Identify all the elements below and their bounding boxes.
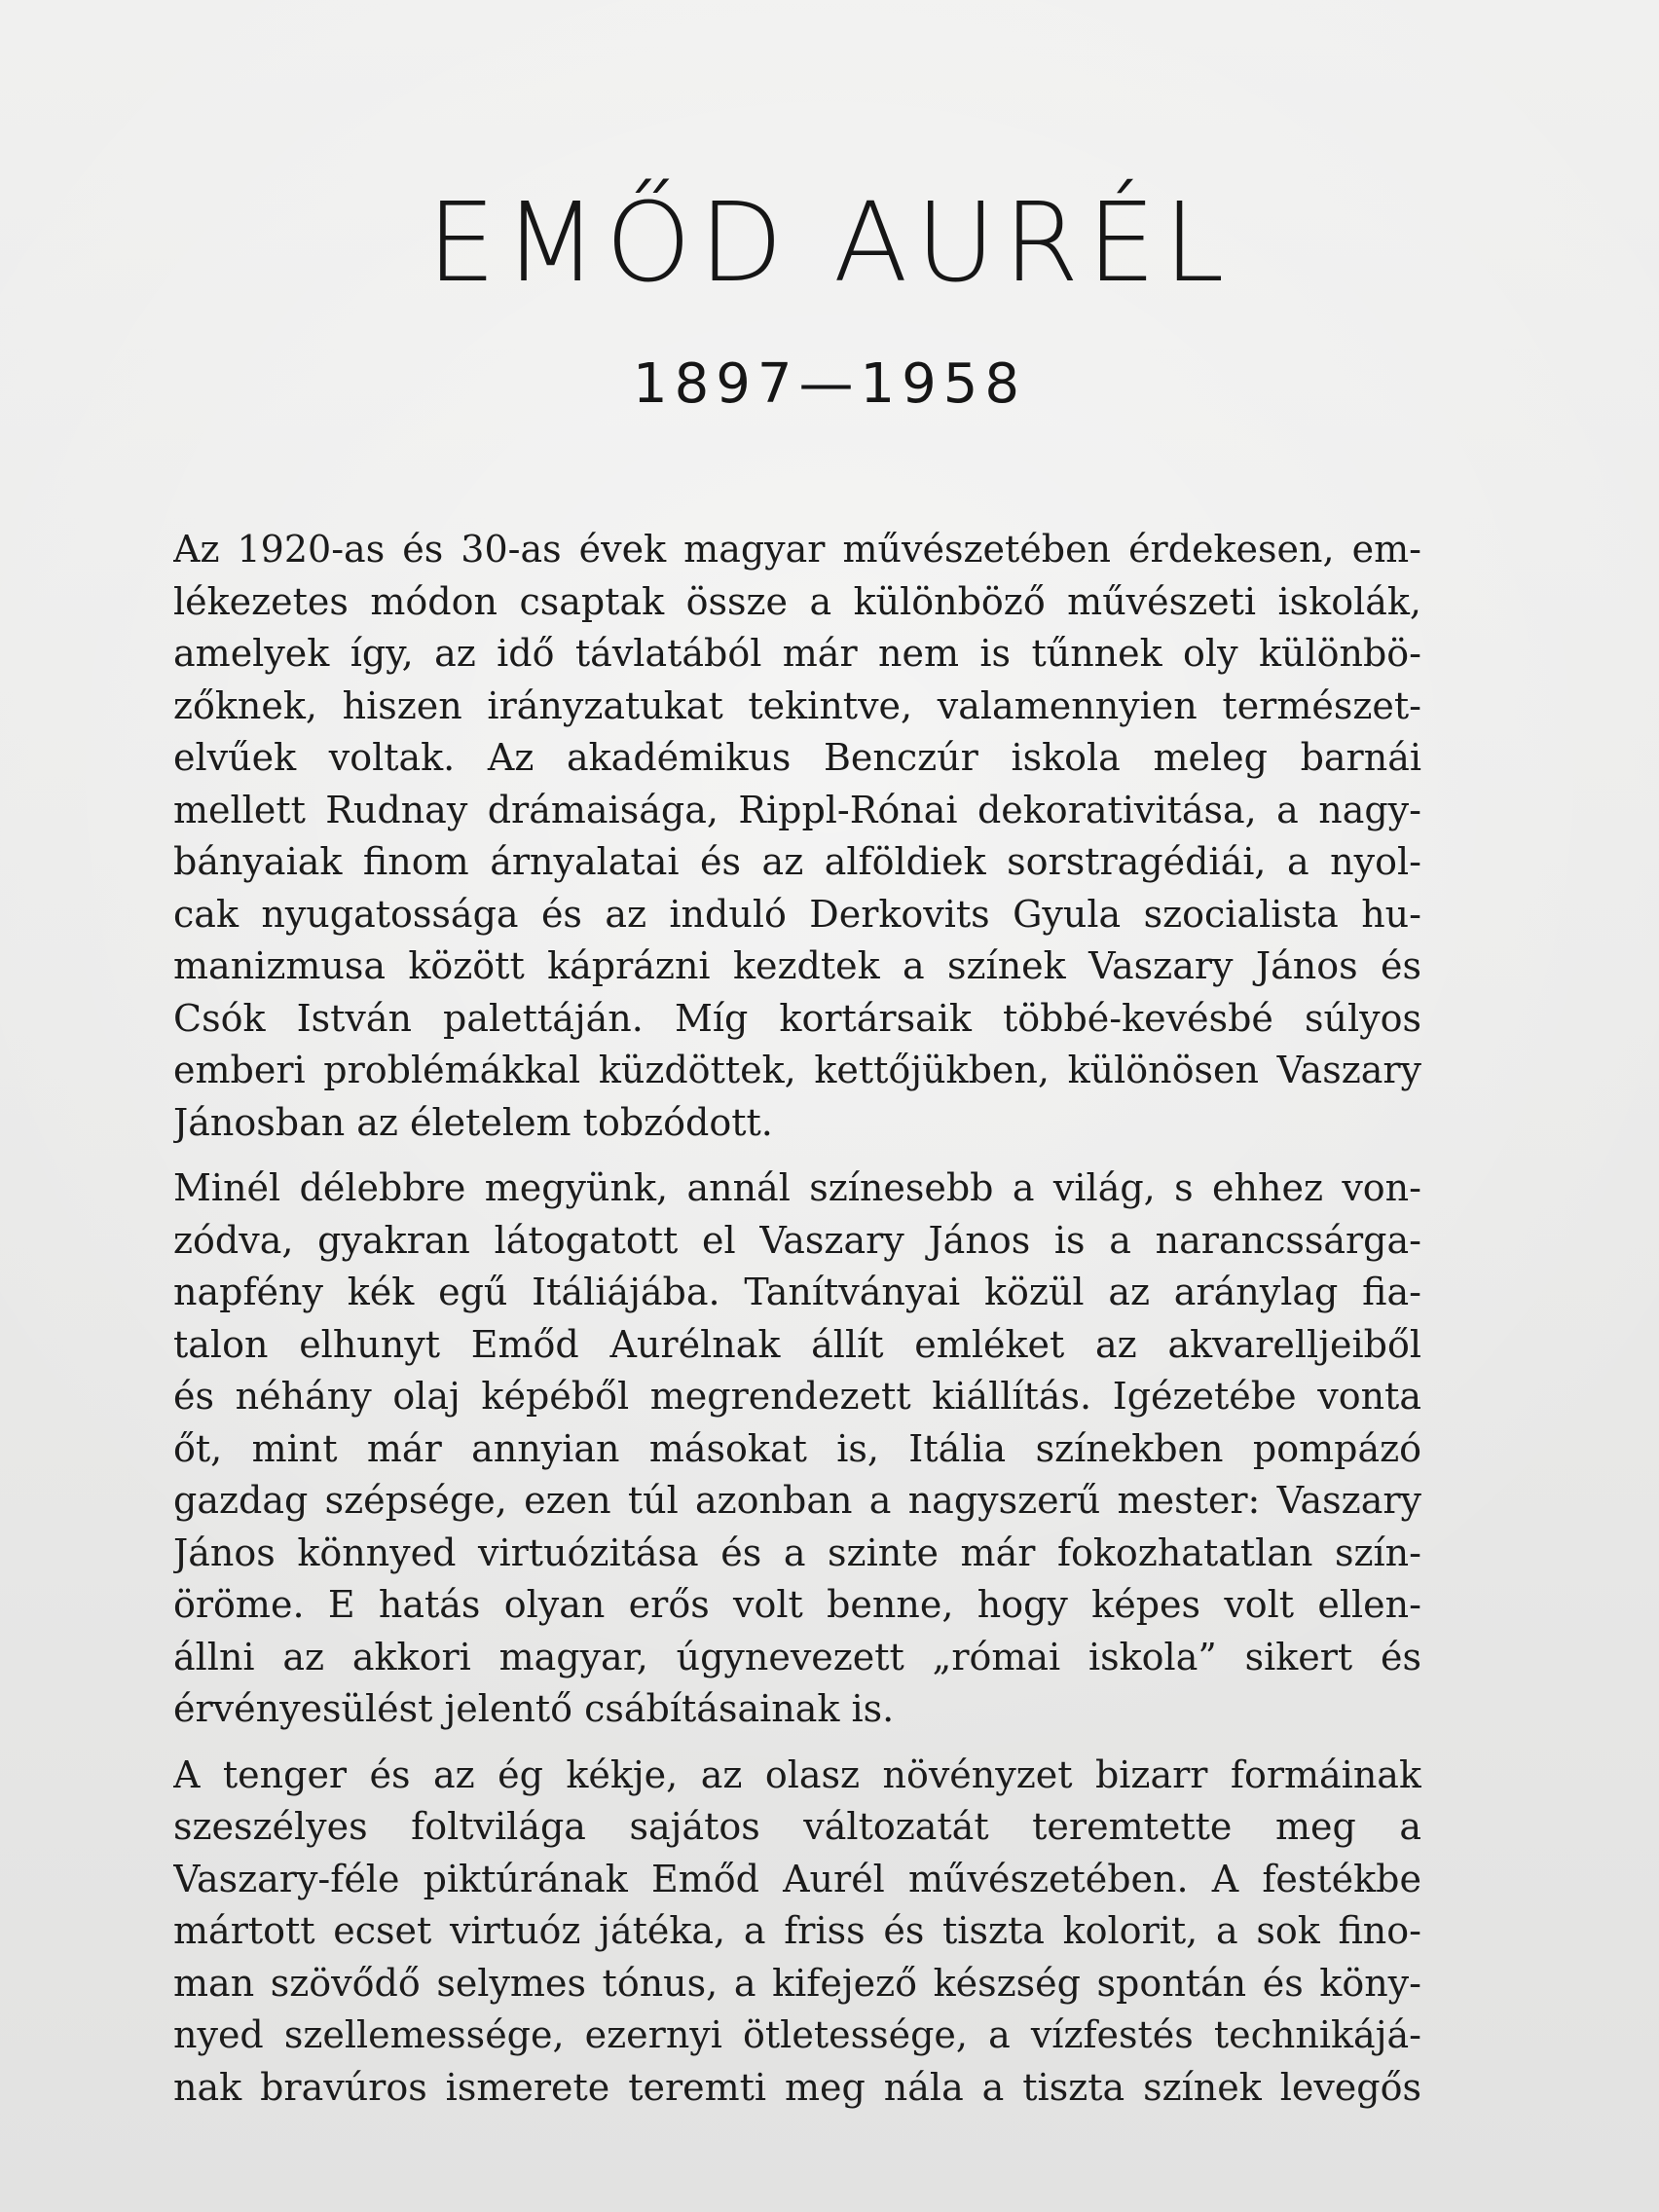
text-line: emberi problémákkal küzdöttek, kettőjükben, különösen Vaszary [173,1049,1421,1091]
text-line: nyed szellemessége, ezernyi ötletessége, a vízfestés technikájá- [173,2013,1421,2056]
text-line: Minél délebbre megyünk, annál színesebb a világ, s ehhez von- [173,1166,1421,1209]
text-line: napfény kék egű Itáliájába. Tanítványai közül az aránylag fia- [173,1271,1421,1313]
text-line: Az 1920-as és 30-as évek magyar művészetében érdekesen, em- [173,528,1421,571]
text-line: zódva, gyakran látogatott el Vaszary János is a narancssárga- [173,1218,1421,1262]
paragraph-2 [173,1162,1421,1736]
text-line: nak bravúros ismerete teremti meg nála a tiszta színek levegős [173,2065,1421,2109]
text-line: mellett Rudnay drámaisága, Rippl-Rónai dekorativitása, a nagy- [173,788,1421,831]
text-line: lékezetes módon csaptak össze a különböző művészeti iskolák, [173,579,1421,623]
article-body [173,524,1421,2114]
text-line: János könnyed virtuózitása és a szinte már fokozhatatlan szín- [173,1530,1421,1574]
text-line: őt, mint már annyian másokat is, Itália színekben pompázó [173,1426,1421,1470]
text-line: állni az akkori magyar, úgynevezett „római iskola” sikert és [173,1635,1421,1678]
text-line: cak nyugatossága és az induló Derkovits Gyula szocialista hu- [173,892,1421,936]
page-title: EMŐD AURÉL [426,180,1233,307]
text-line: mártott ecset virtuóz játéka, a friss és tiszta kolorit, a sok fino- [173,1909,1421,1952]
paragraph-1 [173,524,1421,1149]
text-line: Vaszary-féle piktúrának Emőd Aurél művészetében. A festékbe [173,1857,1421,1900]
paragraph-3 [173,1750,1421,2115]
text-line: Csók István palettáján. Míg kortársaik többé-kevésbé súlyos [173,996,1421,1040]
text-line: manizmusa között káprázni kezdtek a színek Vaszary János és [173,944,1421,987]
text-line: és néhány olaj képéből megrendezett kiállítás. Igézetébe vonta [173,1375,1421,1418]
text-line: gazdag szépsége, ezen túl azonban a nagyszerű mester: Vaszary [173,1479,1421,1522]
text-line: szeszélyes foltvilága sajátos változatát teremtette meg a [173,1805,1421,1848]
text-line: elvűek voltak. Az akadémikus Benczúr iskola meleg barnái [173,736,1421,779]
life-years: 1897—1958 [632,352,1027,416]
text-line: öröme. E hatás olyan erős volt benne, hogy képes volt ellen- [173,1583,1421,1626]
text-line: zőknek, hiszen irányzatukat tekintve, valamennyien természet- [173,683,1421,727]
text-line: Jánosban az életelem tobzódott. [173,1100,773,1144]
text-line: talon elhunyt Emőd Aurélnak állít emléket az akvarelljeiből [173,1322,1421,1366]
text-line: amelyek így, az idő távlatából már nem is tűnnek oly különbö- [173,632,1421,675]
text-line: A tenger és az ég kékje, az olasz növényzet bizarr formáinak [173,1752,1421,1796]
text-line: man szövődő selymes tónus, a kifejező készség spontán és köny- [173,1961,1421,2005]
text-line: bányaiak finom árnyalatai és az alföldiek sorstragédiái, a nyol- [173,840,1421,883]
text-line: érvényesülést jelentő csábításainak is. [173,1687,895,1730]
